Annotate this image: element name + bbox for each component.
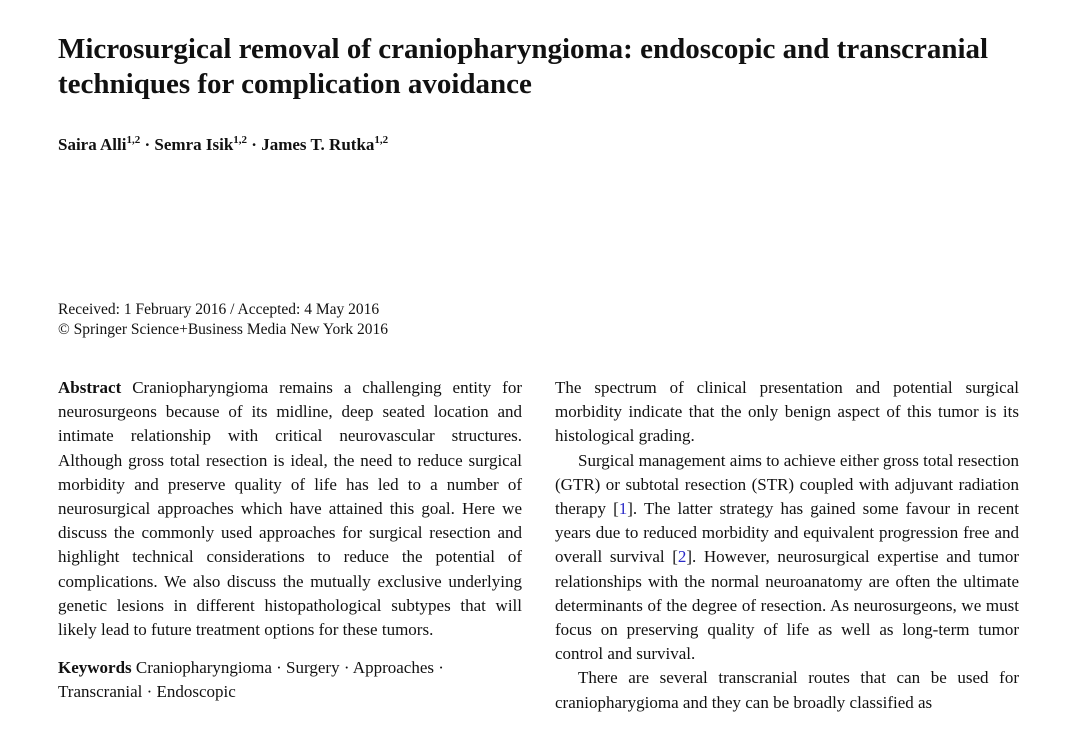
right-column bbox=[555, 376, 1019, 715]
body-paragraph-2 bbox=[555, 449, 1019, 667]
author-affiliation: 1,2 bbox=[374, 134, 389, 146]
author-list bbox=[58, 135, 388, 155]
abstract-text: Craniopharyngioma remains a challenging entity for neurosurgeons because of its midline, deep seated location and intimate relationship with critical neurovascular structures. Although gross total resection is ideal, the need to reduce surgical morbidity and preserve quality of life has led to a number of neurosurgical approaches which have attained this goal. Here we discuss the commonly used approaches for surgical resection and highlight technical considerations to reduce the potential of complications. We also discuss the mutually exclusive underlying genetic lesions in different histopathological subtypes that will likely lead to future treatment options for these tumors. bbox=[58, 378, 523, 640]
citation-link-1[interactable]: 1 bbox=[618, 499, 628, 519]
author-separator: · bbox=[247, 135, 262, 154]
body-text: Surgical management aims to achieve either gross total resection (GTR) or subtotal resection (STR) coupled with adjuvant radiation therapy [ bbox=[555, 450, 1019, 519]
publication-info bbox=[58, 300, 388, 340]
body-paragraph-3: There are several transcranial routes that can be used for craniopharygioma and they can be broadly classified as bbox=[555, 668, 1019, 712]
body-text: ]. However, neurosurgical expertise and tumor relationships with the normal neuroanatomy are often the ultimate determinants of the degree of resection. As neurosurgeons, we must focus on preserving quality of life as well as long-term tumor control and survival. bbox=[555, 547, 1019, 664]
keywords bbox=[58, 656, 522, 704]
left-column bbox=[58, 376, 522, 705]
keywords-text: Craniopharyngioma · Surgery · Approaches · Transcranial · Endoscopic bbox=[58, 658, 444, 702]
body-text: ]. The latter strategy has gained some favour in recent years due to reduced morbidity and equivalent progression free and overall survival [ bbox=[555, 499, 1019, 567]
author-name: James T. Rutka bbox=[261, 135, 375, 154]
copyright-notice: © Springer Science+Business Media New York 2016 bbox=[58, 321, 389, 338]
abstract bbox=[58, 376, 522, 642]
abstract-heading: Abstract bbox=[58, 378, 122, 397]
author-name: Saira Alli bbox=[58, 135, 127, 154]
body-paragraph-1: The spectrum of clinical presentation and potential surgical morbidity indicate that the only benign aspect of this tumor is its histological grading. bbox=[555, 378, 1019, 446]
author-separator: · bbox=[140, 135, 155, 154]
keywords-heading: Keywords bbox=[58, 658, 132, 678]
received-dates: Received: 1 February 2016 / Accepted: 4 May 2016 bbox=[58, 301, 380, 318]
citation-link-2[interactable]: 2 bbox=[677, 547, 687, 567]
author-name: Semra Isik bbox=[154, 135, 234, 154]
author-affiliation: 1,2 bbox=[126, 134, 141, 146]
paper-title: Microsurgical removal of craniopharyngioma: endoscopic and transcranial techniques for complication avoidance bbox=[58, 33, 989, 100]
author-affiliation: 1,2 bbox=[233, 134, 248, 146]
